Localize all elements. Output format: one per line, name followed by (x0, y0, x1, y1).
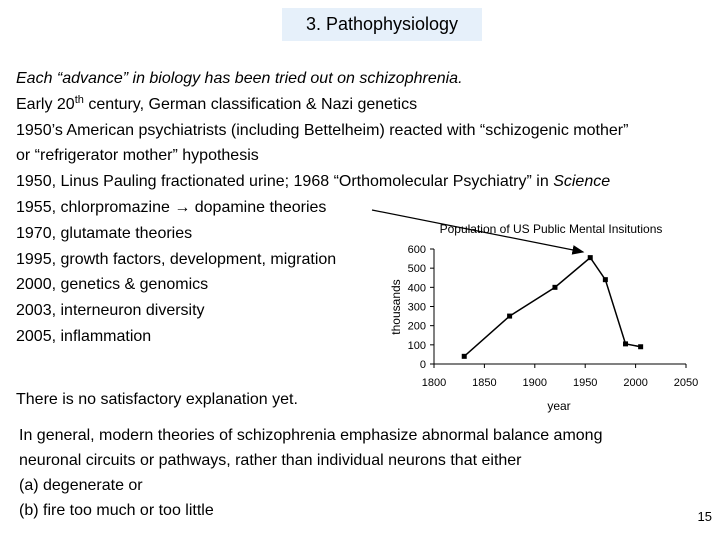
y-ticks (408, 244, 434, 371)
x-tick-label: 1900 (522, 377, 548, 389)
series-line (464, 258, 640, 357)
y-axis-label: thousands (389, 279, 403, 335)
history-line-9: 2003, interneuron diversity (16, 302, 205, 320)
history-line-1: Early 20th century, German classification & Nazi genetics (16, 93, 418, 113)
history-line-4: 1950, Linus Pauling fractionated urine; 1968 “Orthomolecular Psychiatry” in Science (16, 173, 611, 191)
y-tick-label: 0 (419, 359, 426, 371)
y-tick-label: 400 (407, 282, 426, 295)
chart-title: Population of US Public Mental Insitutions (439, 222, 663, 236)
history-line-5: 1955, chlorpromazine → dopamine theories (16, 198, 327, 216)
intro-line: Each “advance” in biology has been tried out on schizophrenia. (16, 70, 463, 87)
history-line-3: or “refrigerator mother” hypothesis (16, 147, 259, 165)
slide-title: 3. Pathophysiology (282, 8, 482, 41)
x-tick-label: 1950 (572, 377, 598, 389)
y-tick-label: 100 (407, 339, 426, 352)
y-tick-label: 600 (407, 244, 426, 256)
history-line-6: 1970, glutamate theories (16, 224, 193, 242)
data-point (623, 341, 628, 346)
x-tick-label: 1850 (472, 377, 497, 389)
page-number: 15 (697, 509, 712, 524)
y-tick-label: 300 (407, 301, 426, 314)
y-tick-label: 200 (407, 320, 426, 333)
data-point (552, 285, 557, 290)
history-line-10: 2005, inflammation (16, 327, 152, 345)
data-points (462, 255, 643, 359)
x-axis-label: year (547, 399, 571, 413)
data-point (603, 277, 608, 282)
x-tick-label: 2050 (673, 377, 699, 389)
x-ticks (422, 364, 698, 389)
x-tick-label: 1800 (421, 377, 447, 389)
data-point (462, 354, 467, 359)
general-line-2: neuronal circuits or pathways, rather than individual neurons that either (19, 452, 522, 469)
history-line-8: 2000, genetics & genomics (16, 276, 209, 294)
data-point (638, 344, 643, 349)
general-line-3: (a) degenerate or (19, 477, 143, 494)
general-line-1: In general, modern theories of schizophrenia emphasize abnormal balance among (19, 427, 603, 444)
data-point (588, 255, 593, 260)
x-tick-label: 2000 (623, 377, 648, 389)
no-explanation-text: There is no satisfactory explanation yet. (16, 391, 298, 408)
history-line-2: 1950’s American psychiatrists (including Bettelheim) reacted with “schizogenic mother” (16, 121, 629, 139)
y-tick-label: 500 (407, 263, 426, 276)
history-line-7: 1995, growth factors, development, migration (16, 250, 337, 268)
general-line-4: (b) fire too much or too little (19, 502, 214, 519)
data-point (507, 314, 512, 319)
